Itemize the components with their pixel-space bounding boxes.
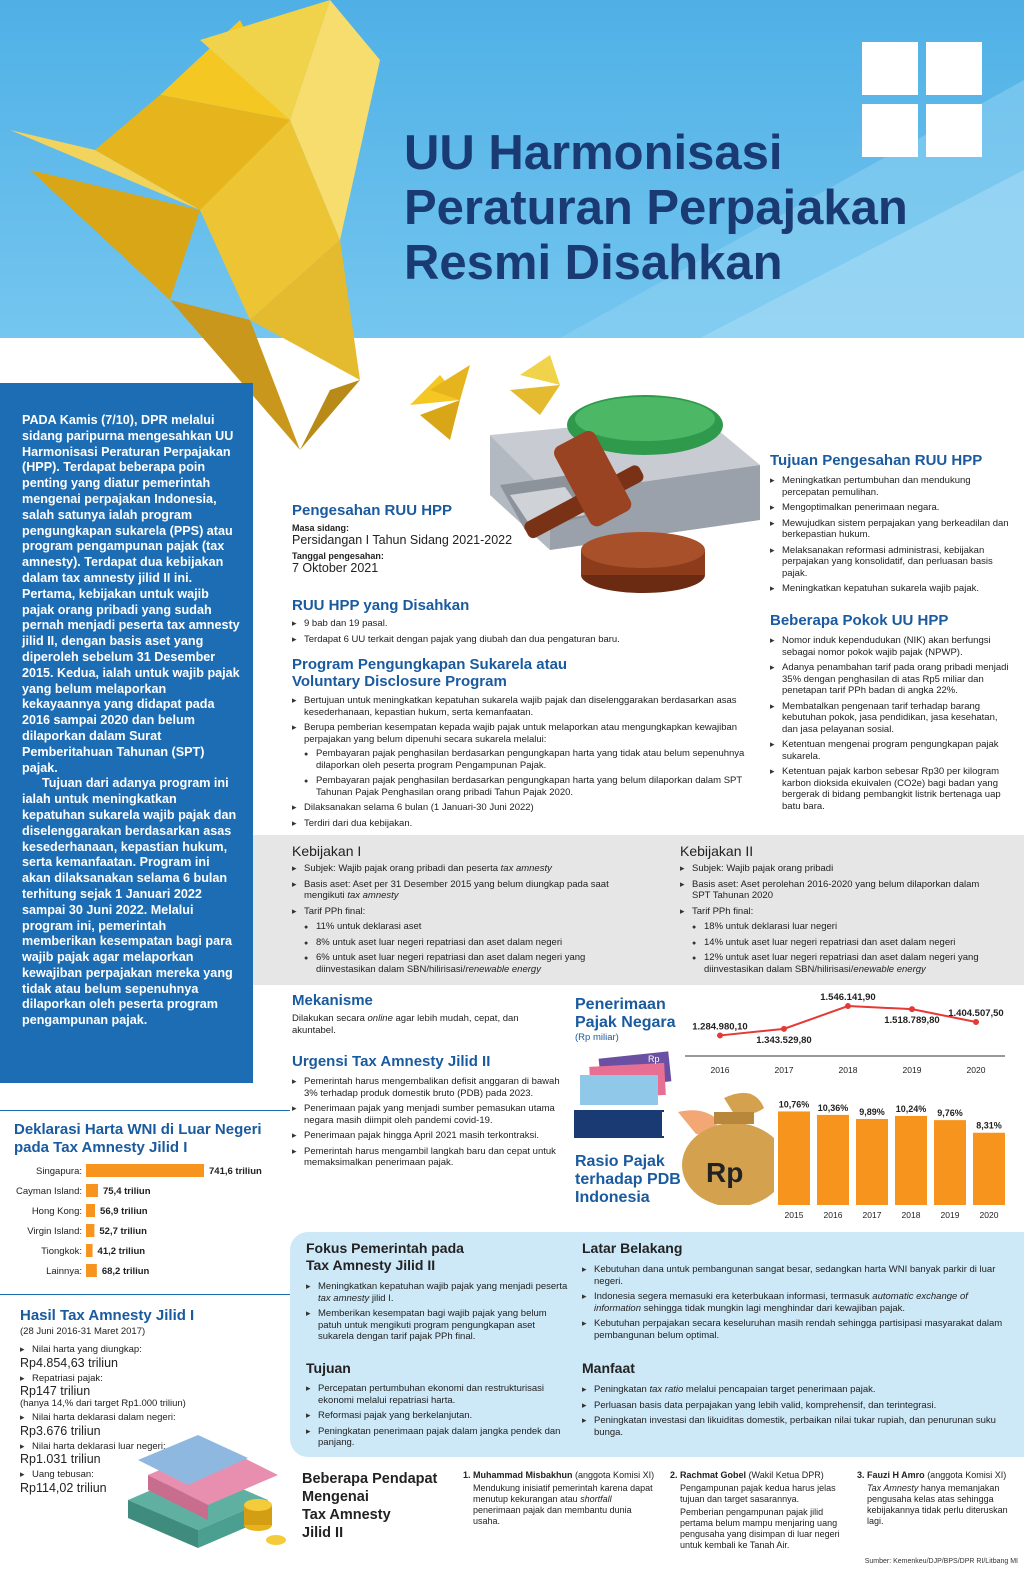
t3-em: renewable energy: [465, 963, 541, 975]
opinion-3-text: [857, 1483, 1017, 1527]
list-item: ▸ Terdiri dari dua kebijakan.: [292, 818, 747, 830]
rp-bag-label: Rp: [706, 1157, 744, 1188]
list-item: ▸ Subjek: Wajib pajak orang pribadi: [680, 863, 1000, 875]
data-label: 1.404.507,50: [948, 1007, 1004, 1019]
tujuan-pengesahan-section: [770, 452, 1015, 599]
pokok-section: [770, 612, 1015, 816]
tarif-text: Tarif PPh final:: [692, 905, 754, 917]
list-item: ▸ Adanya penambahan tarif pada orang pribadi menjadi 35% dengan penghasilan di atas Rp5 miliar dan penetapan tarif PPh badan di angka 22%.: [770, 662, 1015, 697]
opinion-1-author: [463, 1470, 658, 1481]
tarif-text: Tarif PPh final:: [304, 905, 366, 917]
pengesahan-section: [292, 502, 542, 575]
manfaat-heading: Manfaat: [582, 1360, 635, 1376]
list-item: ▸ Ketentuan mengenai program pengungkapan pajak sukarela.: [770, 739, 1015, 762]
list-item: ▸ Meningkatkan kepatuhan sukarela wajib pajak.: [770, 583, 1015, 595]
hasil-value-1: Rp4.854,63 triliun: [20, 1355, 118, 1370]
t3-text: 12% untuk aset luar negeri repatriasi dan aset dalam negeri yang diinvestasikan dalam SBN/hilirisasi/: [704, 952, 979, 975]
pendapat-heading: [302, 1470, 437, 1542]
list-item: ▸ Bertujuan untuk meningkatkan kepatuhan sukarela wajib pajak dan diselenggarakan berdasarkan asas kesederhanaan, kepastian hukum, serta kemanfaatan.: [292, 695, 747, 718]
bar: [895, 1116, 927, 1205]
mekanisme-text-2: agar lebih mudah, cepat, dan akuntabel.: [292, 1013, 519, 1036]
list-item: ● 14% untuk aset luar negeri repatriasi dan aset dalam negeri: [692, 937, 1000, 949]
opinion-3-role: (anggota Komisi XI): [924, 1470, 1007, 1480]
list-item: [292, 906, 610, 976]
subjek-em: tax amnesty: [500, 863, 552, 874]
x-tick-label: 2017: [774, 1065, 794, 1075]
pendapat-heading-1: Beberapa Pendapat: [302, 1471, 438, 1487]
list-item: ▸ Percepatan pertumbuhan ekonomi dan restrukturisasi ekonomi melalui repatriasi harta.: [306, 1383, 568, 1406]
opinion-2: [670, 1470, 850, 1551]
list-item: [582, 1291, 1012, 1314]
bar: [86, 1244, 93, 1257]
data-label: 1.518.789,80: [884, 1015, 940, 1027]
hasil-value-2: Rp147 triliun: [20, 1384, 91, 1398]
hasil-label-4: Nilai harta deklarasi luar negeri:: [32, 1440, 166, 1452]
fokus-item1-tail: jilid I.: [369, 1292, 394, 1304]
t3-em: enewable energy: [853, 963, 926, 975]
data-label: 75,4 triliun: [102, 1186, 151, 1197]
x-tick-label: 2019: [940, 1210, 960, 1220]
list-item: ● 18% untuk deklarasi luar negeri: [692, 921, 1000, 933]
bar: [817, 1115, 849, 1205]
penerimaan-unit: (Rp miliar): [575, 1032, 619, 1043]
rasio-heading: [575, 1153, 681, 1207]
data-label: 68,2 triliun: [101, 1266, 150, 1277]
list-item: ▸ Ketentuan pajak karbon sebesar Rp30 per kilogram karbon dioksida ekuivalen (CO2e) bagi badan yang bergerak di bidang pembangkit listrik bertenaga uap batu bara.: [770, 766, 1015, 812]
list-item: ● 11% untuk deklarasi aset: [304, 921, 610, 933]
x-tick-label: 2018: [901, 1210, 921, 1220]
list-item: [20, 1412, 280, 1424]
rasio-bar-chart: [772, 1100, 1017, 1225]
opinion-3-author: [857, 1470, 1017, 1481]
x-tick-label: 2019: [902, 1065, 922, 1075]
pps-item2-text: Berupa pemberian kesempatan kepada wajib pajak untuk melaporkan atau mengungkapkan kewajiban perpajakan yang belum dipenuhi secara sukarela melalui:: [304, 722, 738, 745]
list-item: ● Pembayaran pajak penghasilan berdasarkan pengungkapan harta yang belum dilaporkan dalam SPT Tahunan Pajak Penghasilan orang pribadi Tahun Pajak 2020.: [304, 775, 747, 798]
data-point: [845, 1003, 851, 1009]
category-label: Singapura:: [36, 1166, 82, 1177]
data-label: 10,36%: [817, 1102, 849, 1113]
opinion-1-text: [463, 1483, 658, 1527]
ruu-disahkan-section: [292, 597, 752, 649]
category-label: Virgin Island:: [27, 1226, 82, 1237]
list-item: ▸ Membatalkan pengenaan tarif terhadap barang kebutuhan pokok, jasa pendidikan, jasa kesehatan, dan jasa pelayanan sosial.: [770, 701, 1015, 736]
tanggal-value: 7 Oktober 2021: [292, 561, 379, 575]
list-item: ● Pembayaran pajak penghasilan berdasarkan pengungkapan harta yang tidak atau belum sepenuhnya dilaporkan oleh peserta program Pengampunan Pajak.: [304, 748, 747, 771]
opinion-3-name: 3. Fauzi H Amro: [857, 1470, 925, 1480]
pokok-heading: Beberapa Pokok UU HPP: [770, 612, 949, 629]
data-label: 41,2 triliun: [97, 1246, 146, 1257]
x-tick-label: 2018: [838, 1065, 858, 1075]
opinion-1-name: 1. Muhammad Misbakhun: [463, 1470, 573, 1480]
basis-em: tax amnesty: [347, 890, 399, 901]
data-point: [973, 1019, 979, 1025]
list-item: ▸ 9 bab dan 19 pasal.: [292, 618, 752, 630]
data-label: 9,76%: [937, 1108, 963, 1119]
list-item: ▸ Melaksanakan reformasi administrasi, kebijakan perpajakan yang konsolidatif, dan perluasan basis pajak.: [770, 545, 1015, 580]
list-item: ● 8% untuk aset luar negeri repatriasi dan aset dalam negeri: [304, 937, 610, 949]
mekanisme-section: [292, 992, 522, 1036]
hasil-label-1: Nilai harta yang diungkap:: [32, 1344, 142, 1355]
pendapat-heading-3: Tax Amnesty: [302, 1507, 391, 1523]
list-item: ▸ Memberikan kesempatan bagi wajib pajak yang belum patuh untuk mengikuti program pengungkapan aset sukarela dengan tarif pajak PPh final.: [306, 1308, 568, 1343]
opinion-1-text-b: penerimaan pajak dan membantu dunia usaha.: [473, 1505, 632, 1526]
mekanisme-text-1: Dilakukan secara: [292, 1013, 368, 1024]
pendapat-heading-2: Mengenai: [302, 1489, 369, 1505]
list-item: [692, 952, 1000, 975]
list-item: [304, 952, 610, 975]
fokus-item1-em: tax amnesty: [318, 1292, 370, 1304]
hasil-label-2: Repatriasi pajak:: [32, 1372, 103, 1384]
hasil-value-4: Rp1.031 triliun: [20, 1452, 101, 1466]
list-item: ▸ Terdapat 6 UU terkait dengan pajak yang diubah dan dua pengaturan baru.: [292, 634, 752, 646]
opinion-3: [857, 1470, 1017, 1527]
data-label: 56,9 triliun: [100, 1206, 148, 1217]
list-item: [292, 722, 747, 798]
list-item: [292, 863, 610, 875]
x-tick-label: 2020: [966, 1065, 986, 1075]
ruu-disahkan-heading: RUU HPP yang Disahkan: [292, 597, 470, 614]
tujuan-pengesahan-heading: Tujuan Pengesahan RUU HPP: [770, 452, 983, 469]
data-label: 52,7 triliun: [99, 1226, 147, 1237]
list-item: [20, 1344, 280, 1356]
basis-text: Basis aset: Aset per 31 Desember 2015 yang belum diungkap pada saat mengikuti: [304, 878, 609, 901]
x-tick-label: 2020: [979, 1210, 999, 1220]
data-point: [781, 1026, 787, 1032]
mekanisme-em: online: [367, 1013, 393, 1024]
data-label: 741,6 triliun: [209, 1166, 262, 1177]
category-label: Hong Kong:: [31, 1206, 82, 1217]
latar-heading: Latar Belakang: [582, 1240, 683, 1256]
list-item: ▸ Kebutuhan dana untuk pembangunan sangat besar, sedangkan harta WNI banyak parkir di luar negeri.: [582, 1264, 1012, 1287]
x-tick-label: 2017: [862, 1210, 882, 1220]
hasil-period: (28 Juni 2016-31 Maret 2017): [20, 1326, 146, 1337]
opinion-3-text-b: hanya memanjakan pengusaha kelas atas sehingga kebijakannya tidak perlu diteruskan lagi.: [867, 1483, 1008, 1526]
bar: [86, 1264, 97, 1277]
opinion-2-name: 2. Rachmat Gobel: [670, 1470, 747, 1480]
data-label: 8,31%: [976, 1120, 1002, 1131]
list-item: ▸ Penerimaan pajak yang menjadi sumber pemasukan utama negara masih diimpit oleh pandemi covid-19.: [292, 1103, 562, 1126]
bar: [856, 1119, 888, 1205]
opinion-1-em: shortfall: [580, 1494, 612, 1504]
data-label: 1.546.141,90: [820, 992, 876, 1004]
x-tick-label: 2016: [823, 1210, 843, 1220]
pendapat-heading-4: Jilid II: [302, 1525, 344, 1541]
rasio-heading-1: Rasio Pajak: [575, 1153, 665, 1170]
pps-heading-1: Program Pengungkapan Sukarela atau: [292, 656, 568, 673]
hasil-heading: Hasil Tax Amnesty Jilid I: [20, 1307, 195, 1324]
rasio-heading-3: Indonesia: [575, 1189, 650, 1206]
list-item: ▸ Peningkatan investasi dan likuiditas domestik, perbaikan nilai tukar rupiah, dan penurunan suku bunga.: [582, 1415, 1012, 1438]
page-title: [404, 126, 1014, 291]
data-label: 9,89%: [859, 1107, 885, 1117]
manfaat-item1-tail: melalui pencapaian target penerimaan pajak.: [683, 1384, 876, 1395]
list-item: ▸ Dilaksanakan selama 6 bulan (1 Januari-30 Juni 2022): [292, 802, 747, 814]
rasio-heading-2: terhadap PDB: [575, 1171, 681, 1188]
opinion-2-author: [670, 1470, 850, 1481]
title-line-1: UU Harmonisasi: [404, 126, 783, 180]
hasil-value-5: Rp114,02 triliun: [20, 1480, 107, 1495]
bar: [86, 1224, 94, 1237]
penerimaan-heading-1: Penerimaan: [575, 996, 666, 1013]
pps-section: [292, 656, 747, 833]
hasil-label-3: Nilai harta deklarasi dalam negeri:: [32, 1412, 176, 1423]
list-item: ▸ Reformasi pajak yang berkelanjutan.: [306, 1410, 568, 1422]
opinion-2-text-1: Pengampunan pajak kedua harus jelas tujuan dan target sasarannya.: [680, 1483, 836, 1504]
bar: [778, 1111, 810, 1205]
bar: [86, 1184, 98, 1197]
title-line-3: Resmi Disahkan: [404, 236, 783, 290]
list-item: [20, 1373, 280, 1385]
masa-sidang-value: Persidangan I Tahun Sidang 2021-2022: [292, 533, 513, 547]
tujuan-heading: Tujuan: [306, 1360, 351, 1376]
hasil-value-3: Rp3.676 triliun: [20, 1423, 101, 1438]
kebijakan-2-heading: Kebijakan II: [680, 843, 754, 859]
bar: [934, 1120, 966, 1205]
category-label: Lainnya:: [46, 1266, 82, 1277]
list-item: ▸ Pemerintah harus mengambil langkah baru dan cepat untuk memaksimalkan penerimaan pajak.: [292, 1146, 562, 1169]
list-item: [306, 1281, 568, 1304]
opinion-3-em: Tax Amnesty: [867, 1483, 919, 1493]
fokus-item1-text: Meningkatkan kepatuhan wajib pajak yang menjadi peserta: [318, 1281, 568, 1292]
list-item: [292, 879, 610, 902]
data-label: 10,24%: [895, 1103, 927, 1114]
mekanisme-heading: Mekanisme: [292, 992, 373, 1009]
pengesahan-heading: Pengesahan RUU HPP: [292, 502, 453, 519]
t3-text: 6% untuk aset luar negeri repatriasi dan aset dalam negeri yang diinvestasikan dalam SBN/hilirisasi/: [316, 952, 586, 975]
list-item: ▸ Mewujudkan sistem perpajakan yang berkeadilan dan berkepastian hukum.: [770, 518, 1015, 541]
intro-paragraph-1: PADA Kamis (7/10), DPR melalui sidang paripurna mengesahkan UU Harmonisasi Peraturan Perpajakan (HPP). Terdapat beberapa poin penting yang diatur pemerintah mengenai perpajakan Indonesia, salah satunya ialah program pengungkapan sukarela (PPS) atau program pengampunan pajak (tax amnesty). Terdapat dua kebijakan dalam tax amnesty jilid II ini. Pertama, kebijakan untuk wajib pajak orang pribadi yang sudah pernah menjadi peserta tax amnesty jilid II, dengan basis aset yang diperoleh sebelum 31 Desember 2015. Kedua, ialah untuk wajib pajak yang belum melaporkan kekayaannya yang didapat pada 2016 sampai 2020 dan belum dilaporkan dalam Surat Pemberitahuan Tahunan (SPT) pajak.: [22, 413, 240, 775]
kebijakan-1: [292, 843, 610, 979]
fokus-section: [306, 1240, 568, 1347]
list-item: [582, 1384, 1012, 1396]
rp-bill-label: Rp: [648, 1054, 660, 1064]
masa-sidang-label: Masa sidang:: [292, 523, 350, 533]
kebijakan-2: [680, 843, 1000, 979]
title-line-2: Peraturan Perpajakan: [404, 181, 908, 235]
urgensi-section: [292, 1053, 562, 1173]
x-tick-label: 2015: [784, 1210, 804, 1220]
list-item: ▸ Nomor induk kependudukan (NIK) akan berfungsi sebagai nomor pokok wajib pajak (NPWP).: [770, 635, 1015, 658]
subjek-text: Subjek: Wajib pajak orang pribadi dan peserta: [304, 863, 501, 874]
fokus-heading-2: Tax Amnesty Jilid II: [306, 1257, 436, 1273]
data-label: 1.284.980,10: [692, 1021, 748, 1033]
deklarasi-heading-1: Deklarasi Harta WNI di Luar Negeri: [14, 1121, 262, 1138]
mekanisme-text: [292, 1013, 522, 1036]
fokus-heading-1: Fokus Pemerintah pada: [306, 1240, 464, 1256]
deklarasi-heading-2: pada Tax Amnesty Jilid I: [14, 1139, 188, 1156]
hasil-note-2: (hanya 14,% dari target Rp1.000 triliun): [20, 1398, 186, 1409]
manfaat-item1-text: Peningkatan: [594, 1384, 650, 1395]
data-point: [717, 1032, 723, 1038]
list-item: [680, 906, 1000, 976]
list-item: ▸ Perluasan basis data perpajakan yang lebih valid, komprehensif, dan terintegrasi.: [582, 1400, 1012, 1412]
opinion-1: [463, 1470, 658, 1527]
source-note: Sumber: Kemenkeu/DJP/BPS/DPR RI/Litbang MI: [864, 1558, 1018, 1565]
opinion-2-text-2: Pemberian pengampunan pajak jilid pertama belum mampu menjaring uang pengusaha yang disimpan di luar negeri untuk kembali ke Tanah Air.: [680, 1507, 840, 1550]
latar-item2-text: Indonesia segera memasuki era keterbukaan informasi, termasuk: [594, 1291, 873, 1302]
latar-item2-em: automatic exchange of information: [594, 1291, 968, 1314]
category-label: Tiongkok:: [41, 1246, 82, 1257]
deklarasi-bar-chart: [0, 1160, 290, 1285]
list-item: ▸ Meningkatkan pertumbuhan dan mendukung percepatan pemulihan.: [770, 475, 1015, 498]
category-label: Cayman Island:: [15, 1186, 82, 1197]
intro-paragraph-2: Tujuan dari adanya program ini ialah untuk meningkatkan kepatuhan sukarela wajib pajak dan diselenggarakan berdasarkan asas kesederhanaan, kepastian hukum, serta kemanfaatan. Program ini akan dilaksanakan selama 6 bulan terhitung sejak 1 Januari 2022 sampai 30 Juni 2022. Melalui program ini, pemerintah memberikan kesempatan bagi para wajib pajak agar melaporkan kewajiban perpajakan mereka yang tidak atau belum sepenuhnya dilaporkan oleh peserta program pengampunan pajak.: [22, 776, 237, 1028]
list-item: ▸ Mengoptimalkan penerimaan negara.: [770, 502, 1015, 514]
list-item: ▸ Peningkatan penerimaan pajak dalam jangka pendek dan panjang.: [306, 1426, 568, 1449]
tujuan-section: [306, 1360, 568, 1453]
intro-sidebar: [0, 383, 253, 1083]
opinion-1-text-a: Mendukung inisiatif pemerintah karena dapat menutup kekurangan atau: [473, 1483, 653, 1504]
data-point: [909, 1006, 915, 1012]
list-item: ▸ Penerimaan pajak hingga April 2021 masih terkontraksi.: [292, 1130, 562, 1142]
list-item: ▸ Basis aset: Aset perolehan 2016-2020 yang belum dilaporkan dalam SPT Tahunan 2020: [680, 879, 1000, 902]
tanggal-label: Tanggal pengesahan:: [292, 551, 384, 561]
bar: [86, 1204, 95, 1217]
bar: [973, 1133, 1005, 1205]
urgensi-heading: Urgensi Tax Amnesty Jilid II: [292, 1053, 491, 1070]
bar: [86, 1164, 204, 1177]
list-item: ▸ Pemerintah harus mengembalikan defisit anggaran di bawah 3% terhadap produk domestik bruto (PDB) pada 2023.: [292, 1076, 562, 1099]
latar-item2-tail: sehingga tidak mungkin lagi menghindar dari kewajiban pajak.: [641, 1302, 906, 1314]
penerimaan-heading: [575, 996, 676, 1043]
hasil-label-5: Uang tebusan:: [32, 1469, 94, 1480]
opinion-1-role: (anggota Komisi XI): [572, 1470, 655, 1480]
money-stack-graphic: [118, 1430, 288, 1560]
pps-heading-2: Voluntary Disclosure Program: [292, 673, 507, 690]
data-label: 10,76%: [778, 1100, 810, 1110]
manfaat-section: [582, 1360, 1012, 1442]
penerimaan-line-chart: [685, 990, 1015, 1080]
data-label: 1.343.529,80: [756, 1034, 812, 1046]
kebijakan-1-heading: Kebijakan I: [292, 843, 362, 859]
x-tick-label: 2016: [710, 1065, 730, 1075]
manfaat-item1-em: tax ratio: [649, 1384, 684, 1395]
penerimaan-heading-2: Pajak Negara: [575, 1014, 676, 1031]
list-item: ▸ Kebutuhan perpajakan secara keseluruhan masih rendah sehingga partisipasi masyarakat dalam pembangunan belum optimal.: [582, 1318, 1012, 1341]
opinion-2-role: (Wakil Ketua DPR): [746, 1470, 824, 1480]
latar-section: [582, 1240, 1012, 1345]
